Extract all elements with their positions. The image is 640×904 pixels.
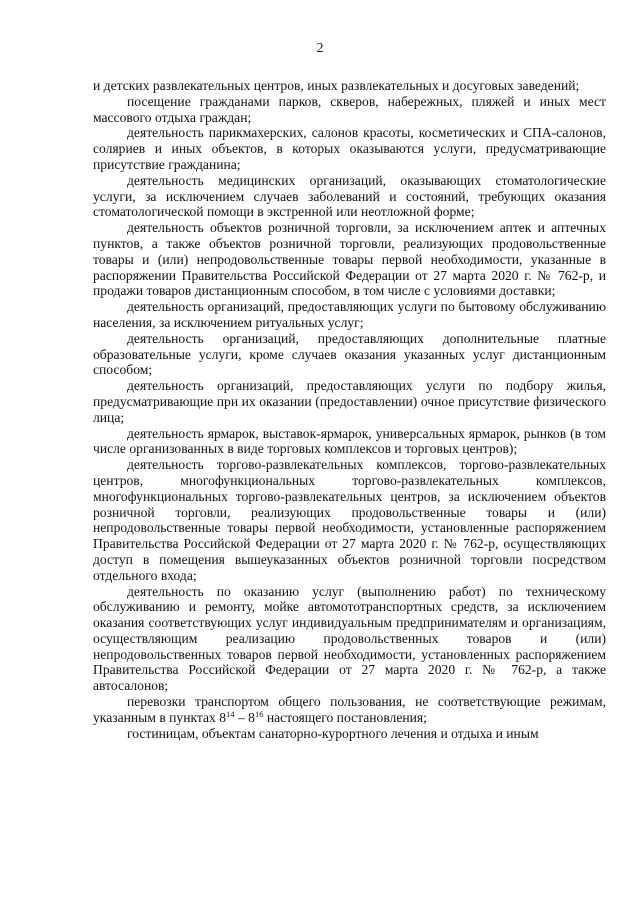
paragraph: деятельность по оказанию услуг (выполнению работ) по техническому обслуживанию и ремонту, мойке автомототранспортных средств, за исключением оказания соответствующих услуг индивидуальным предпринимателям и организациям, осуществляющим реализацию продовольственных товаров и (или) непродовольственных товаров первой необходимости, установленных распоряжением Правительства Российской Федерации от 27 марта 2020 г. № 762-р, а также автосалонов; [93,583,606,694]
paragraph: гостиницам, объектам санаторно-курортного лечения и отдыха и иным [127,725,539,741]
page-number: 2 [316,41,324,56]
document-body [93,78,606,741]
paragraph: деятельность ярмарок, выставок-ярмарок, универсальных ярмарок, рынков (в том числе организованных в виде торговых комплексов и торговых центров); [93,425,606,457]
paragraph: деятельность парикмахерских, салонов красоты, косметических и СПА-салонов, соляриев и иных объектов, в которых оказываются услуги, предусматривающие присутствие гражданина; [93,125,606,172]
transport-text-before: перевозки транспортом общего пользования, не соответствующие режимам, указанным в пунктах [93,694,606,725]
point-ref-superscript: 14 [226,708,235,719]
paragraph: деятельность организаций, предоставляющих услуги по бытовому обслуживанию населения, за исключением ритуальных услуг; [93,299,606,330]
paragraph: деятельность организаций, предоставляющих дополнительные платные образовательные услуги, кроме случаев оказания указанных услуг дистанционным способом; [93,330,606,378]
point-ref-base: 8 [248,709,255,725]
paragraph: и детских развлекательных центров, иных развлекательных и досуговых заведений; [93,78,580,93]
point-ref-superscript: 16 [254,708,264,719]
range-dash: – [234,709,249,725]
paragraph: деятельность медицинских организаций, оказывающих стоматологические услуги, за исключением случаев заболеваний и состояний, требующих оказания стоматологической помощи в экстренной или неотложной форме; [93,172,606,220]
paragraph: деятельность организаций, предоставляющих услуги по подбору жилья, предусматривающие при их оказании (предоставлении) очное присутствие физического лица; [93,378,606,425]
paragraph: деятельность объектов розничной торговли, за исключением аптек и аптечных пунктов, а также объектов розничной торговли, реализующих продовольственные товары и (или) непродовольственные товары первой необходимости, указанные в распоряжении Правительства Российской Федерации от 27 марта 2020 г. № 762-р, и продажи товаров дистанционным способом, в том числе с условиями доставки; [93,220,606,299]
point-ref-base: 8 [219,709,227,725]
transport-text-after: настоящего постановления; [263,709,427,725]
transport-paragraph [93,694,606,726]
paragraph: посещение гражданами парков, скверов, набережных, пляжей и иных мест массового отдыха граждан; [93,93,606,125]
paragraph: деятельность торгово-развлекательных комплексов, торгово-развлекательных центров, многофункциональных торгово-развлекательных комплексов, многофункциональных торгово-развлекательных центров, за исключением объектов розничной торговли, реализующих продовольственные товары и (или) непродовольственные товары первой необходимости, установленные распоряжением Правительства Российской Федерации от 27 марта 2020 г. № 762-р, осуществляющих доступ в помещения вышеуказанных объектов розничной торговли посредством отдельного входа; [93,457,606,583]
